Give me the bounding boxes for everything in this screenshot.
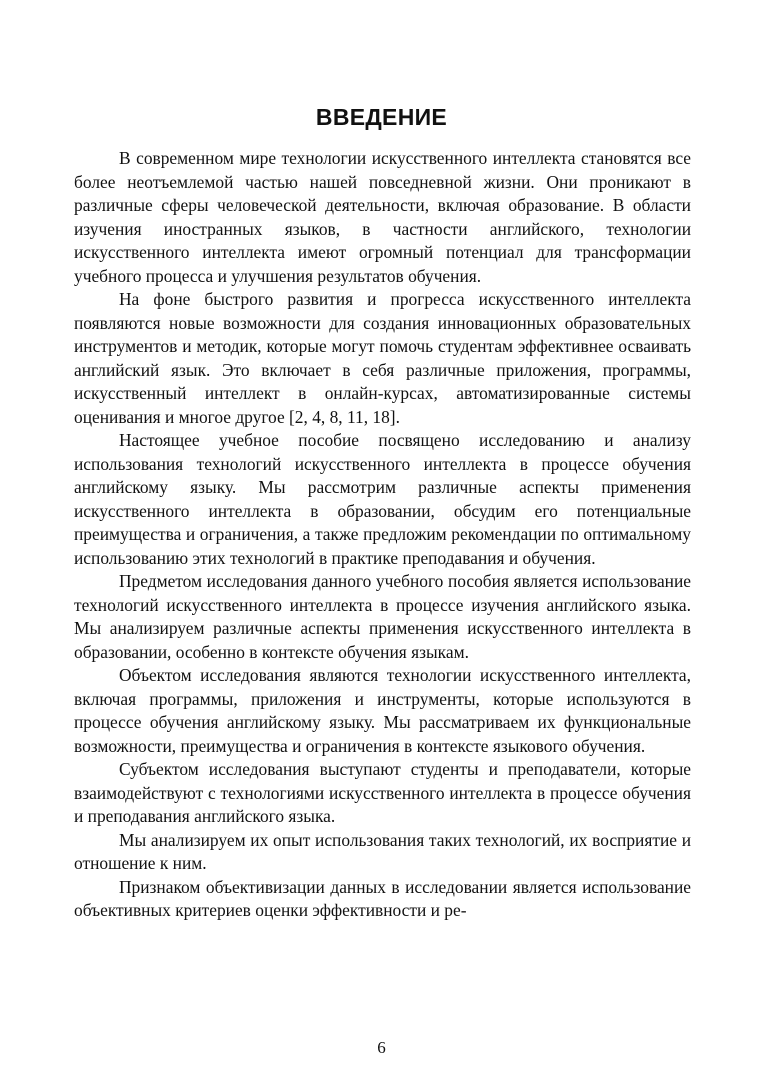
paragraph-objectivization: Признаком объективизации данных в исследовании является использование объективных критериев оценки эффективности и ре- [74, 876, 691, 920]
paragraph-purpose: Настоящее учебное пособие посвящено исследованию и анализу использования технологий искусственного интеллекта в процессе обучения английскому языку. Мы рассмотрим различные аспекты применения искусственного интеллекта в образовании, обсудим его потенциальные преимущества и ограничения, а также предложим рекомендации по оптимальному использованию этих технологий в практике преподавания и обучения. [74, 430, 691, 568]
paragraph-subject: Предметом исследования данного учебного пособия является использование технологий искусственного интеллекта в процессе изучения английского языка. Мы анализируем различные аспекты применения искусственного интеллекта в образовании, особенно в контексте обучения языкам. [74, 571, 691, 662]
paragraph-object: Объектом исследования являются технологии искусственного интеллекта, включая программы, приложения и инструменты, которые используются в процессе обучения английскому языку. Мы рассматриваем их функциональные возможности, преимущества и ограничения в контексте языкового обучения. [74, 665, 691, 756]
page-number: 6 [377, 1038, 386, 1057]
paragraph-experience: Мы анализируем их опыт использования таких технологий, их восприятие и отношение к ним. [74, 829, 691, 873]
paragraph-development: На фоне быстрого развития и прогресса искусственного интеллекта появляются новые возможности для создания инновационных образовательных инструментов и методик, которые могут помочь студентам эффективнее осваивать английский язык. Это включает в себя различные приложения, программы, искусственный интеллект в онлайн-курсах, автоматизированные системы оценивания и многое другое [2, 4, 8, 11, 18]. [74, 289, 691, 427]
body-text [74, 147, 691, 923]
paragraph-intro: В современном мире технологии искусственного интеллекта становятся все более неотъемлемой частью нашей повседневной жизни. Они проникают в различные сферы человеческой деятельности, включая образование. В области изучения иностранных языков, в частности английского, технологии искусственного интеллекта имеют огромный потенциал для трансформации учебного процесса и улучшения результатов обучения. [74, 148, 691, 286]
paragraph-participants: Субъектом исследования выступают студенты и преподаватели, которые взаимодействуют с технологиями искусственного интеллекта в процессе обучения и преподавания английского языка. [74, 759, 691, 826]
page-title: ВВЕДЕНИЕ [315, 104, 448, 130]
